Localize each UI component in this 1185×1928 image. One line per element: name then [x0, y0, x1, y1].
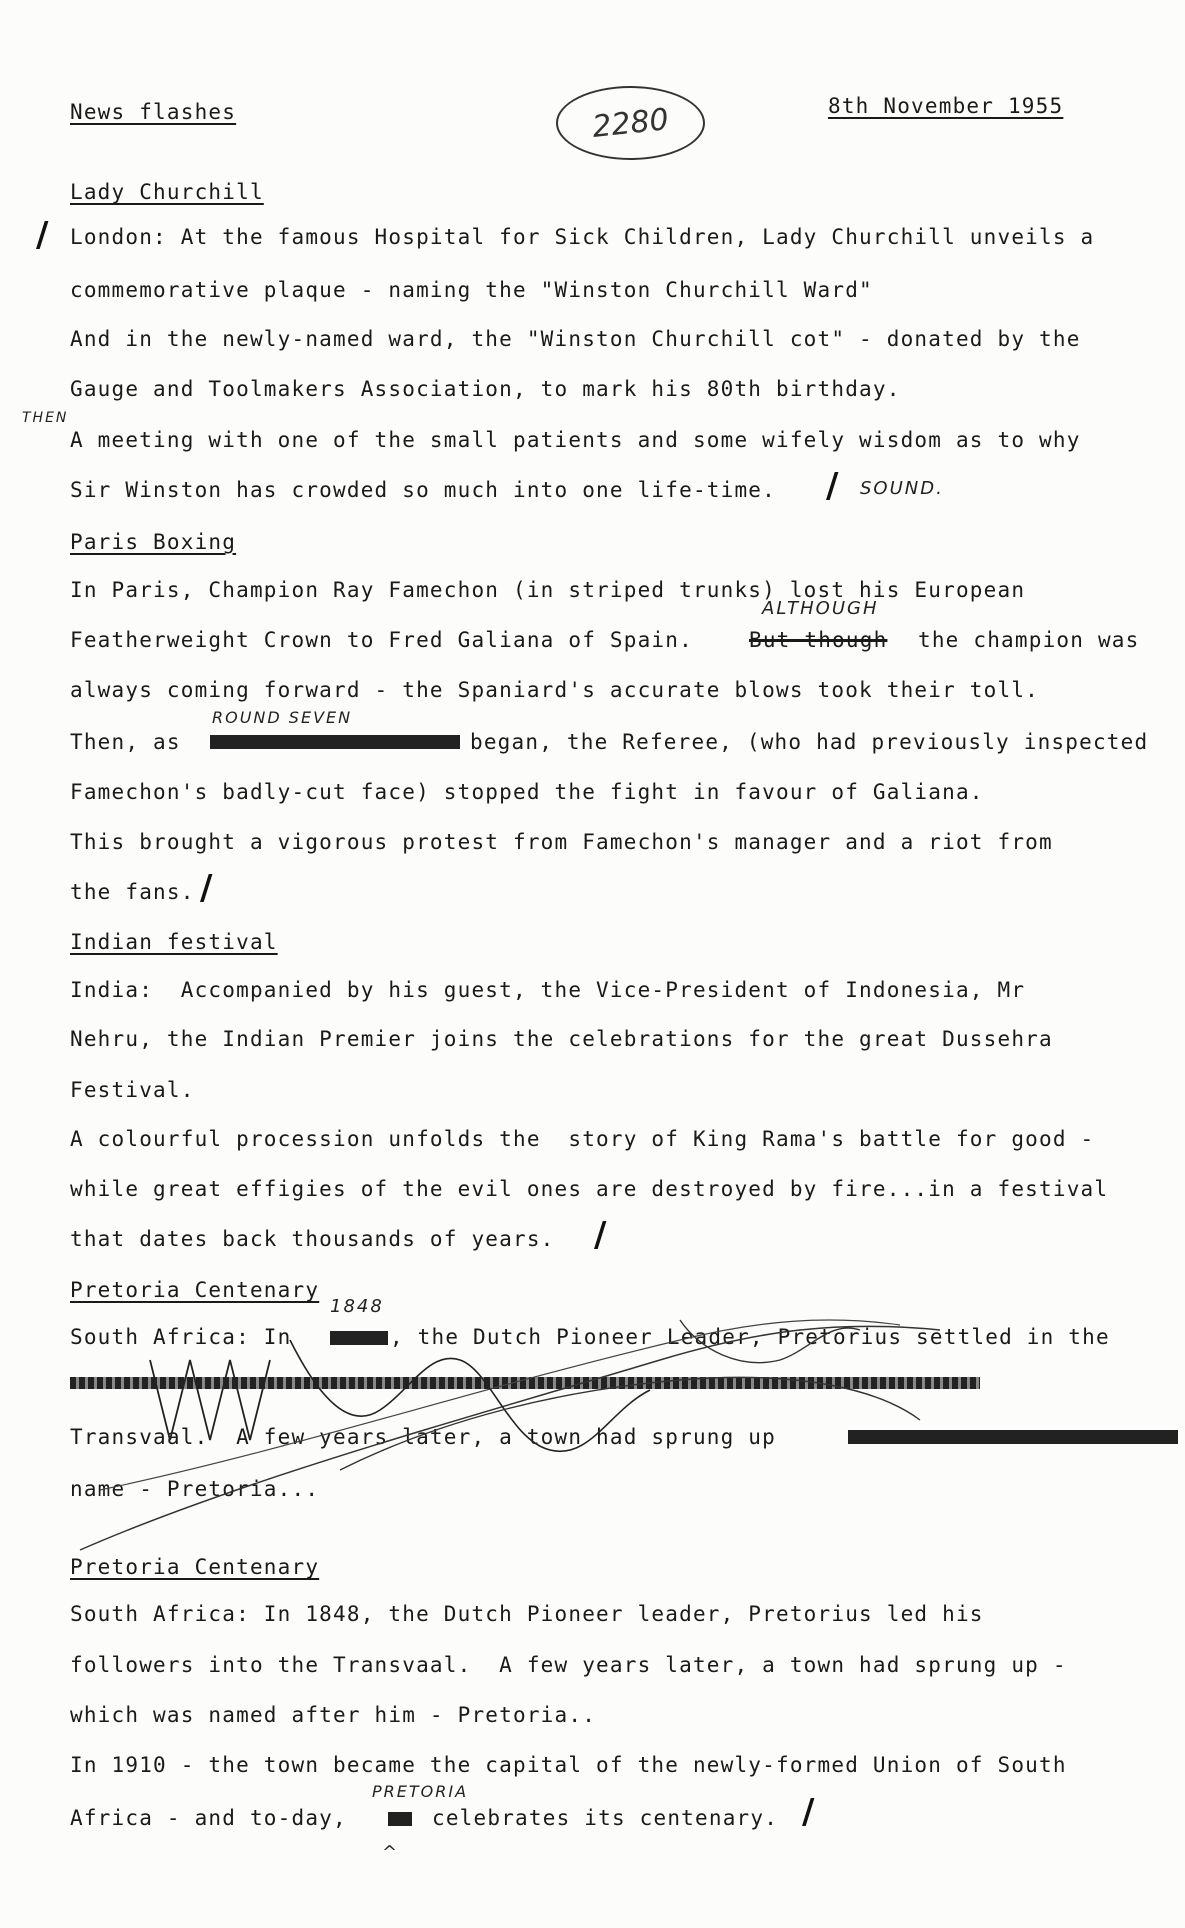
boxing-line-4b: began, the Referee, (who had previously inspected: [470, 730, 1149, 754]
document-date: 8th November 1955: [828, 94, 1064, 118]
india-line-3: Festival.: [70, 1078, 195, 1102]
handwritten-although: ALTHOUGH: [762, 598, 879, 619]
cross-out-scribble: [40, 1300, 980, 1560]
boxing-line-5: Famechon's badly-cut face) stopped the fight in favour of Galiana.: [70, 780, 984, 804]
pretoria-line-5a: Africa - and to-day,: [70, 1806, 347, 1830]
stamp-number: 2280: [590, 102, 671, 145]
churchill-line-5: A meeting with one of the small patients and some wifely wisdom as to why: [70, 428, 1081, 452]
pretoria-line-3: which was named after him - Pretoria..: [70, 1703, 597, 1727]
india-line-5: while great effigies of the evil ones are destroyed by fire...in a festival: [70, 1177, 1109, 1201]
section-title-pretoria: Pretoria Centenary: [70, 1555, 320, 1579]
boxing-line-2: Featherweight Crown to Fred Galiana of Spain.: [70, 628, 693, 652]
boxing-line-4a: Then, as: [70, 730, 181, 754]
churchill-line-2: commemorative plaque - naming the "Winston Churchill Ward": [70, 278, 873, 302]
archive-number-stamp: [556, 86, 705, 160]
section-title-pretoria-draft: Pretoria Centenary: [70, 1278, 320, 1302]
churchill-line-6: Sir Winston has crowded so much into one life-time.: [70, 478, 776, 502]
india-line-2: Nehru, the Indian Premier joins the celebrations for the great Dussehra: [70, 1027, 1053, 1051]
churchill-line-4: Gauge and Toolmakers Association, to mark his 80th birthday.: [70, 377, 901, 401]
redacted-text: [210, 735, 460, 749]
india-line-4: A colourful procession unfolds the story of King Rama's battle for good -: [70, 1127, 1095, 1151]
handwritten-round-seven: ROUND SEVEN: [212, 708, 353, 727]
paragraph-mark: /: [594, 1215, 607, 1255]
churchill-line-1: London: At the famous Hospital for Sick Children, Lady Churchill unveils a: [70, 225, 1095, 249]
handwritten-then: THEN: [22, 410, 69, 426]
pretoria-draft-line-2: Transvaal. A few years later, a town had sprung up: [70, 1425, 776, 1449]
paragraph-mark: /: [826, 466, 839, 506]
pretoria-draft-line-3: name - Pretoria...: [70, 1477, 320, 1501]
handwritten-sound: SOUND.: [860, 478, 944, 499]
handwritten-pretoria: PRETORIA: [372, 1782, 469, 1801]
pretoria-draft-line-1a: South Africa: In: [70, 1325, 292, 1349]
boxing-line-6: This brought a vigorous protest from Famechon's manager and a riot from: [70, 830, 1053, 854]
section-title-churchill: Lady Churchill: [70, 180, 264, 204]
paragraph-mark: /: [200, 868, 213, 908]
struck-word: [388, 1812, 412, 1826]
pretoria-line-4: In 1910 - the town became the capital of the newly-formed Union of South: [70, 1753, 1067, 1777]
india-line-1: India: Accompanied by his guest, the Vice-President of Indonesia, Mr: [70, 978, 1026, 1002]
news-flashes-title: News flashes: [70, 100, 237, 124]
boxing-line-2b: the champion was: [918, 628, 1140, 652]
paragraph-mark: /: [802, 1792, 815, 1832]
handwritten-year: 1848: [330, 1296, 384, 1317]
pretoria-line-5b: celebrates its centenary.: [432, 1806, 779, 1830]
pretoria-line-2: followers into the Transvaal. A few years later, a town had sprung up -: [70, 1653, 1067, 1677]
pretoria-draft-line-1b: , the Dutch Pioneer Leader, Pretorius settled in the: [390, 1325, 1110, 1349]
boxing-line-7: the fans.: [70, 880, 195, 904]
boxing-line-3: always coming forward - the Spaniard's accurate blows took their toll.: [70, 678, 1040, 702]
caret-mark: ^: [382, 1842, 400, 1863]
boxing-line-1: In Paris, Champion Ray Famechon (in striped trunks) lost his European: [70, 578, 1026, 602]
section-title-boxing: Paris Boxing: [70, 530, 237, 554]
pretoria-line-1: South Africa: In 1848, the Dutch Pioneer leader, Pretorius led his: [70, 1602, 984, 1626]
churchill-line-3: And in the newly-named ward, the "Winston Churchill cot" - donated by the: [70, 327, 1081, 351]
struck-but-though: But though: [749, 628, 888, 652]
india-line-6: that dates back thousands of years.: [70, 1227, 555, 1251]
section-title-india: Indian festival: [70, 930, 278, 954]
paragraph-mark: /: [36, 215, 49, 255]
